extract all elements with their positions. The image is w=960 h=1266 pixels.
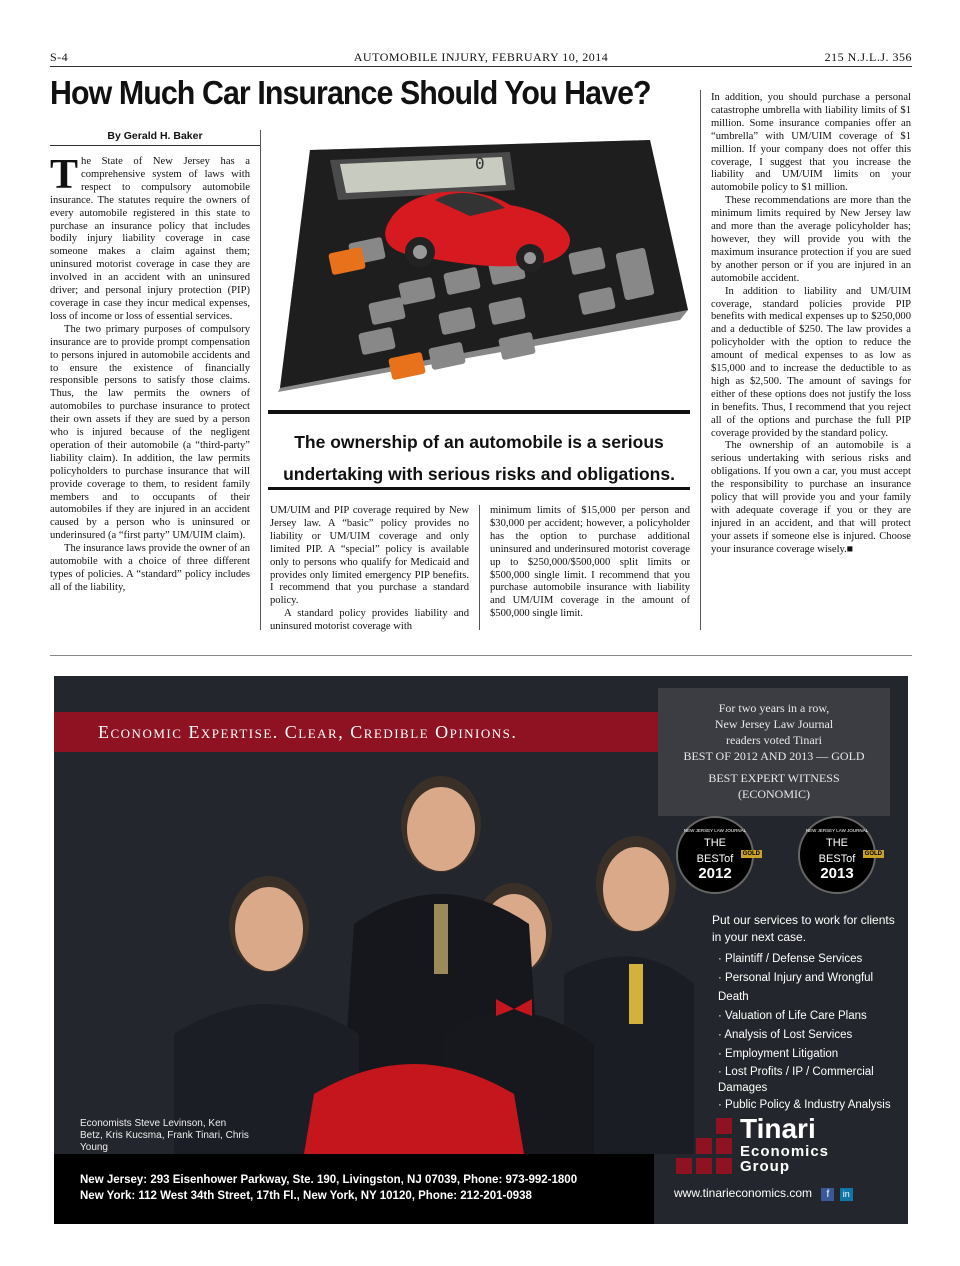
article-column-4: [711, 92, 911, 557]
paragraph: The two primary purposes of compulsory insurance are to provide prompt compensation to persons injured in automobile accidents and to ensure the existence of financially responsible persons to satisfy those claims. Thus, the law permits the owners of automobiles to purchase insurance to protect their own assets if they are sued by a person who is injured because of the negligent operation of their automobile (a “third-party” liability claim). In addition, the law permits policyholders to purchase insurance that will provide coverage to them, to resident family members and to occupants of their automobiles if they are injured in an accident caused by a person who is uninsured or underinsured (a “first party” UM/UIM claim).: [50, 323, 250, 542]
byline-rule: [50, 145, 260, 146]
paragraph: [50, 152, 250, 324]
citation: 215 N.J.L.J. 356: [824, 50, 912, 64]
seal-gold: GOLD: [864, 851, 882, 857]
seal-org: NEW JERSEY LAW JOURNAL: [683, 828, 747, 833]
paragraph: minimum limits of $15,000 per person and $30,000 per accident; however, a policyholder has the option to purchase additional uninsured and underinsured motorist coverage up to $250,000/$500,000 split limits or $500,000 single limit. I recommend that you purchase automobile insurance with liability and UM/UIM coverage in the amount of $500,000 single limit.: [490, 505, 690, 620]
pull-quote: The ownership of an automobile is a serious undertaking with serious risks and obligations.: [268, 410, 690, 490]
byline: [50, 130, 260, 146]
article-column-3: [490, 505, 690, 621]
seal-year: 2013: [820, 865, 854, 882]
logo-name: Tinari: [740, 1113, 816, 1144]
best-of-2012-seal: [676, 816, 760, 894]
running-header: [50, 50, 912, 67]
tinari-logo: [674, 1114, 894, 1194]
services-list: [712, 912, 902, 1115]
paragraph-text: he State of New Jersey has a comprehensive system of laws with respect to compulsory automobile insurance. The statutes require the owners of every automobile registered in this state to purchase an insurance policy that includes bodily injury liability coverage in case someone makes a claim against them; uninsured motorist coverage in case they are involved in an accident with an uninsured driver; and personal injury protection (PIP) coverage in case they incur medical expenses, loss of income or loss of essential services.: [50, 156, 250, 322]
address-nj: New Jersey: 293 Eisenhower Parkway, Ste. 190, Livingston, NJ 07039, Phone: 973-992-1800: [80, 1174, 578, 1186]
ad-tagline: Economic Expertise. Clear, Credible Opinions.: [54, 712, 664, 752]
paragraph: In addition, you should purchase a personal catastrophe umbrella with liability limits of $1 million. Some insurance companies offer an “umbrella” with UM/UIM coverage of $1 million. If your company does not offer this coverage, I suggest that you increase the liability and UM/UIM limits on your automobile policy to $1 million.: [711, 92, 911, 194]
award-box: [658, 688, 890, 816]
byline-text: By Gerald H. Baker: [107, 130, 203, 142]
facebook-icon[interactable]: f: [821, 1188, 834, 1201]
column-divider: [700, 90, 701, 630]
calculator-display: 0: [475, 154, 485, 173]
paragraph: A standard policy provides liability and uninsured motorist coverage with: [270, 608, 469, 633]
section-date: AUTOMOBILE INJURY, FEBRUARY 10, 2014: [353, 50, 609, 64]
address-ny: New York: 112 West 34th Street, 17th Fl., New York, NY 10120, Phone: 212-201-0938: [80, 1190, 532, 1202]
calculator-car-photo: [270, 130, 690, 398]
service-item: · Public Policy & Industry Analysis: [718, 1099, 891, 1111]
photo-caption: Economists Steve Levinson, Ken Betz, Kris Kucsma, Frank Tinari, Chris Young: [80, 1118, 249, 1153]
service-item: · Analysis of Lost Services: [718, 1029, 853, 1041]
services-lead: Put our services to work for clients in your next case.: [712, 913, 895, 944]
paragraph: The ownership of an automobile is a serious undertaking with serious risks and obligations. If you own a car, you must accept the responsibility to purchase an insurance policy that will provide you and your family with adequate coverage if you or they are injured in an accident, and that will protect your assets if someone else is injured. Choose your insurance coverage wisely.■: [711, 440, 911, 555]
seal-gold: GOLD: [742, 851, 760, 857]
logo-economics: Economics: [740, 1143, 830, 1160]
paragraph: These recommendations are more than the minimum limits required by New Jersey law and more than the average policyholder has; however, they will provide you with the maximum insurance protection if you are sued by another person or if you are injured in an automobile accident.: [711, 195, 911, 284]
group-photo: [134, 754, 694, 1154]
paragraph: UM/UIM and PIP coverage required by New Jersey law. A “basic” policy provides no liability or UM/UIM coverage and only limited PIP. A “special” policy is available only to persons who qualify for Medicaid and provides only limited emergency PIP benefits. I recommend that you purchase a standard policy.: [270, 505, 469, 607]
logo-group: Group: [740, 1158, 790, 1175]
column-divider: [479, 505, 480, 630]
best-of-2013-seal: [798, 816, 882, 894]
article-column-2: [270, 505, 469, 634]
seal-year: 2012: [698, 865, 732, 882]
paragraph: In addition to liability and UM/UIM coverage, standard policies provide PIP benefits with medical expenses up to $250,000 and a deductible of $250. The law provides a policyholder with the option to reduce the amount of medical expenses to as low as $15,000 and to increase the deductible to as high as $2,500. The amount of savings for either of these options does not justify the loss in benefits. Thus, I recommend that you reject all of the options and purchase the full PIP coverage provided by the standard policy.: [711, 285, 911, 439]
service-item: · Valuation of Life Care Plans: [718, 1010, 867, 1022]
service-item: · Plaintiff / Defense Services: [718, 953, 863, 965]
tinari-advertisement: [54, 676, 908, 1224]
award-line: BEST OF 2012 AND 2013 — GOLD: [683, 749, 865, 763]
seal-the: THE: [826, 837, 848, 849]
seal-org: NEW JERSEY LAW JOURNAL: [805, 828, 869, 833]
section-divider: [50, 655, 912, 656]
column-divider: [260, 130, 261, 630]
page-number: S-4: [50, 50, 69, 64]
service-item: · Employment Litigation: [718, 1048, 839, 1060]
award-line: BEST EXPERT WITNESS: [708, 771, 840, 785]
drop-cap: T: [50, 152, 79, 198]
website-url[interactable]: [674, 1186, 853, 1201]
seal-best: BESTof: [818, 853, 856, 865]
award-line: For two years in a row,: [718, 701, 830, 715]
paragraph: The insurance laws provide the owner of an automobile with a choice of three different types of policies. A “standard” policy includes all of the liability,: [50, 543, 250, 593]
service-item: · Personal Injury and Wrongful Death: [718, 972, 874, 1003]
linkedin-icon[interactable]: in: [840, 1188, 853, 1201]
article-column-1: [50, 152, 250, 595]
seal-the: THE: [704, 837, 726, 849]
logo-grid-icon: [674, 1118, 736, 1176]
service-item: · Lost Profits / IP / Commercial Damages: [718, 1066, 874, 1094]
article-headline: How Much Car Insurance Should You Have?: [50, 74, 651, 111]
seal-best: BESTof: [696, 853, 734, 865]
award-line: (ECONOMIC): [738, 787, 810, 801]
award-line: readers voted Tinari: [726, 733, 822, 747]
website-link[interactable]: www.tinarieconomics.com: [674, 1186, 813, 1200]
address-bar: [54, 1154, 654, 1224]
award-line: New Jersey Law Journal: [714, 717, 834, 731]
